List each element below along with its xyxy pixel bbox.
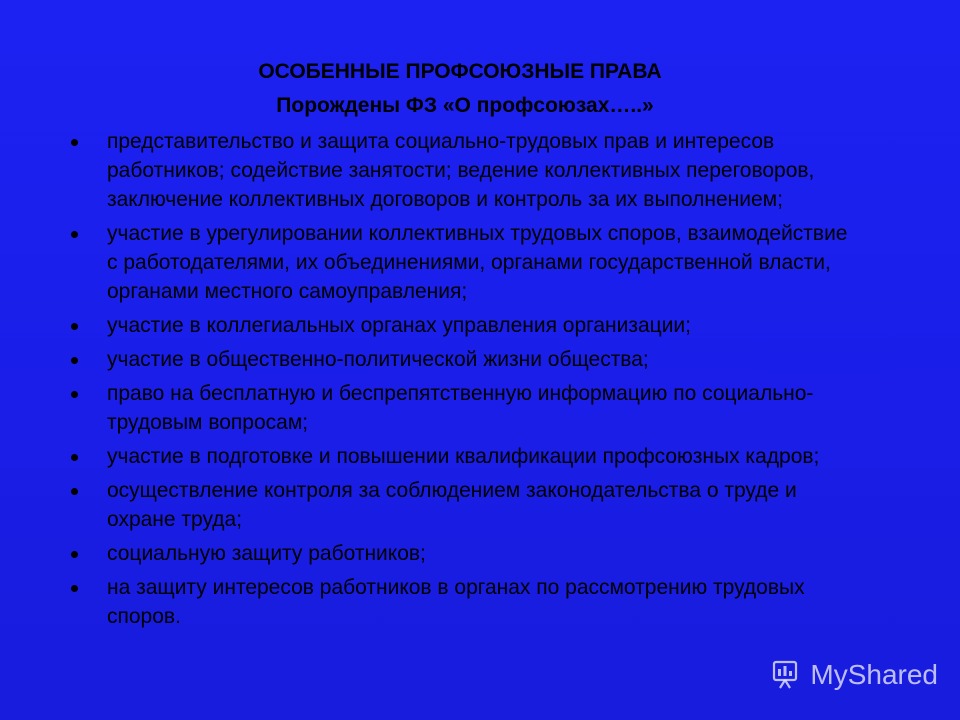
slide-title: ОСОБЕННЫЕ ПРОФСОЮЗНЫЕ ПРАВА (258, 60, 662, 83)
bullet-icon (71, 551, 78, 558)
list-item-text: социальную защиту работников; (107, 542, 426, 565)
list-item (70, 311, 850, 340)
bullet-icon (71, 488, 78, 495)
watermark (768, 658, 938, 692)
mysared-logo-icon (768, 658, 802, 692)
bullet-icon (71, 454, 78, 461)
bullet-icon (71, 323, 78, 330)
bullet-icon (71, 357, 78, 364)
list-item (70, 345, 850, 374)
bullet-icon (71, 139, 78, 146)
bullet-icon (71, 585, 78, 592)
list-item (70, 127, 850, 214)
list-item (70, 539, 850, 568)
list-item (70, 379, 850, 437)
watermark-text: MyShared (810, 659, 938, 690)
rights-list (70, 127, 850, 636)
list-item-text: участие в общественно-политической жизни общества; (107, 348, 649, 371)
bullet-icon (71, 391, 78, 398)
list-item (70, 442, 850, 471)
list-item-text: осуществление контроля за соблюдением законодательства о труде и охране труда; (107, 479, 797, 531)
list-item (70, 476, 850, 534)
list-item-text: участие в урегулировании коллективных трудовых споров, взаимодействие с работодателями, их объединениями, органами государственной власти, органами местного самоуправления; (107, 222, 848, 303)
list-item-text: на защиту интересов работников в органах по рассмотрению трудовых споров. (107, 576, 805, 628)
list-item (70, 573, 850, 631)
bullet-icon (71, 231, 78, 238)
list-item-text: участие в подготовке и повышении квалификации профсоюзных кадров; (107, 445, 820, 468)
slide-subtitle: Порождены ФЗ «О профсоюзах…..» (276, 94, 654, 117)
list-item-text: участие в коллегиальных органах управления организации; (107, 314, 692, 337)
list-item-text: право на бесплатную и беспрепятственную информацию по социально- трудовым вопросам; (107, 382, 814, 434)
list-item-text: представительство и защита социально-трудовых прав и интересов работников; содействие занятости; ведение коллективных переговоров, заключение коллективных договоров и контроль за их выполнением; (107, 130, 815, 211)
list-item (70, 219, 850, 306)
